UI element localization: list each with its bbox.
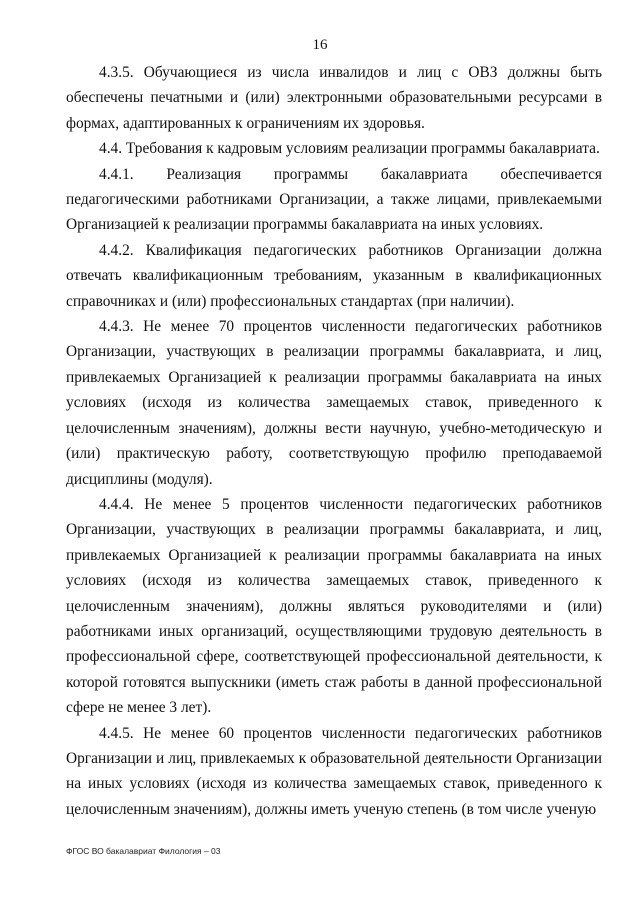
paragraph-4-4-5: 4.4.5. Не менее 60 процентов численности педагогических работников Организации и лиц, привлекаемых к образовательной деятельности Организации на иных условиях (исходя из количества замещаемых ставок, приведенного к целочисленным значениям), должны иметь ученую степень (в том числе ученую [66,724,602,818]
paragraph-4-3-5: 4.3.5. Обучающиеся из числа инвалидов и лиц с ОВЗ должны быть обеспечены печатными и (или) электронными образовательными ресурсами в формах, адаптированных к ограничениям их здоровья. [66,64,602,132]
paragraph-4-4-3: 4.4.3. Не менее 70 процентов численности педагогических работников Организации, участвующих в реализации программы бакалавриата, и лиц, привлекаемых Организацией к реализации программы бакалавриата на иных условиях (исходя из количества замещаемых ставок, приведенного к целочисленным значениям), должны вести научную, учебно-методическую и (или) практическую работу, соответствующую профилю преподаваемой дисциплины (модуля). [66,318,602,488]
paragraph-4-4-1: 4.4.1. Реализация программы бакалавриата обеспечивается педагогическими работниками Организации, а также лицами, привлекаемыми Организацией к реализации программы бакалавриата на иных условиях. [66,165,602,234]
paragraph-4-4: 4.4. Требования к кадровым условиям реализации программы бакалавриата. [99,140,600,158]
page-footer: ФГОС ВО бакалавриат Филология – 03 [66,846,221,856]
page-number: 16 [312,37,328,53]
paragraph-4-4-4: 4.4.4. Не менее 5 процентов численности педагогических работников Организации, участвующих в реализации программы бакалавриата, и лиц, привлекаемых Организацией к реализации программы бакалавриата на иных условиях (исходя из количества замещаемых ставок, приведенного к целочисленным значениям), должны являться руководителями и (или) работниками иных организаций, осуществляющими трудовую деятельность в профессиональной сфере, соответствующей профессиональной деятельности, к которой готовятся выпускники (иметь стаж работы в данной профессиональной сфере не менее 3 лет). [66,495,602,717]
document-body [66,60,602,822]
paragraph-4-4-2: 4.4.2. Квалификация педагогических работников Организации должна отвечать квалификационным требованиям, указанным в квалификационных справочниках и (или) профессиональных стандартах (при наличии). [66,241,602,310]
